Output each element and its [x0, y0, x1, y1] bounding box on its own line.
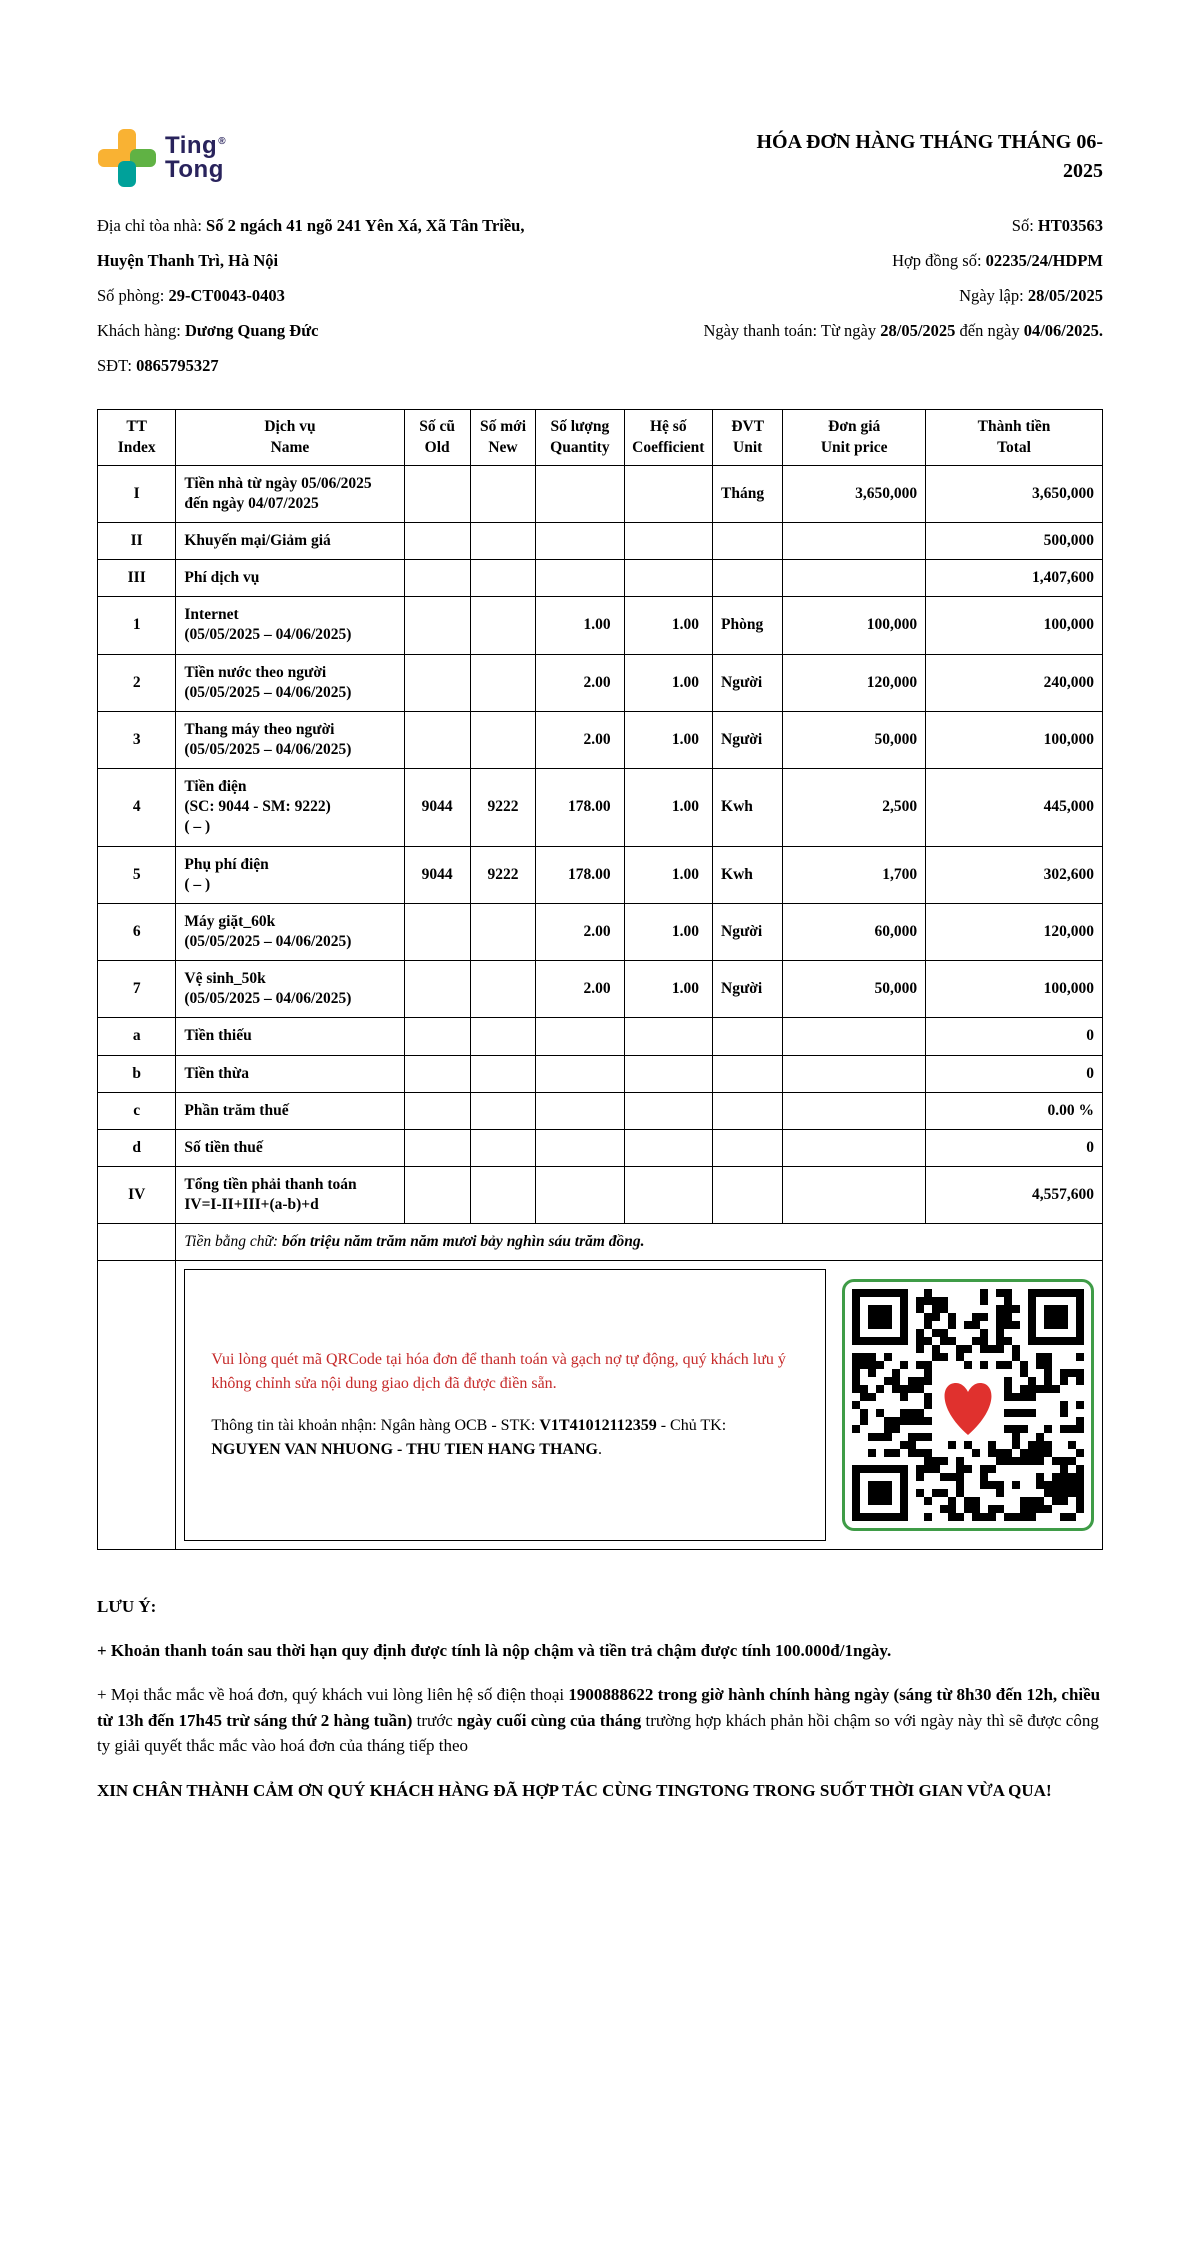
cell-tt: II [98, 523, 176, 560]
cell-unit [713, 1129, 783, 1166]
cell-old [404, 1129, 470, 1166]
cell-name: Tiền nhà từ ngày 05/06/2025 đến ngày 04/07/2025 [176, 465, 404, 522]
service-row [98, 465, 1103, 522]
qr-warning-text: Vui lòng quét mã QRCode tại hóa đơn để thanh toán và gạch nợ tự động, quý khách lưu ý không chỉnh sửa nội dung giao dịch đã được điền sẵn. [211, 1351, 786, 1393]
info-line: Hợp đồng số: 02235/24/HDPM [892, 251, 1103, 271]
qr-section-cell [176, 1261, 1103, 1550]
cell-price: 50,000 [783, 961, 926, 1018]
cell-total: 0 [926, 1129, 1103, 1166]
cell-price [783, 1055, 926, 1092]
empty-cell [98, 1224, 176, 1261]
cell-total: 3,650,000 [926, 465, 1103, 522]
cell-coef: 1.00 [624, 769, 712, 846]
cell-coef: 1.00 [624, 903, 712, 960]
service-row [98, 1055, 1103, 1092]
cell-unit [713, 1018, 783, 1055]
cell-qty [536, 1166, 624, 1223]
cell-new [470, 1092, 535, 1129]
cell-new [470, 1129, 535, 1166]
service-row [98, 769, 1103, 846]
cell-new [470, 465, 535, 522]
cell-coef: 1.00 [624, 597, 712, 654]
service-row [98, 1018, 1103, 1055]
service-row [98, 560, 1103, 597]
invoice-title: HÓA ĐƠN HÀNG THÁNG THÁNG 06-2025 [756, 131, 1103, 182]
cell-new [470, 523, 535, 560]
info-left [97, 214, 660, 389]
cell-coef: 1.00 [624, 961, 712, 1018]
qr-code-frame [842, 1279, 1094, 1531]
cell-name: Phụ phí điện ( – ) [176, 846, 404, 903]
cell-price: 100,000 [783, 597, 926, 654]
cell-tt: 5 [98, 846, 176, 903]
service-row [98, 1092, 1103, 1129]
qr-code [852, 1289, 1084, 1521]
info-line: Ngày thanh toán: Từ ngày 28/05/2025 đến ngày 04/06/2025. [703, 321, 1103, 341]
note-late-payment: + Khoản thanh toán sau thời hạn quy định được tính là nộp chậm và tiền trả chậm được tính 100.000đ/1ngày. [97, 1640, 892, 1660]
cell-name: Tiền thừa [176, 1055, 404, 1092]
cell-coef [624, 560, 712, 597]
column-header-qty: Số lượng Quantity [536, 410, 624, 465]
cell-coef [624, 1129, 712, 1166]
cell-qty [536, 1055, 624, 1092]
cell-old [404, 1055, 470, 1092]
cell-tt: 6 [98, 903, 176, 960]
cell-total: 500,000 [926, 523, 1103, 560]
account-info: Thông tin tài khoản nhận: Ngân hàng OCB - STK: V1T41012112359 - Chủ TK: NGUYEN VAN NHUONG - THU TIEN HANG THANG. [211, 1417, 727, 1459]
cell-name: Vệ sinh_50k (05/05/2025 – 04/06/2025) [176, 961, 404, 1018]
cell-total: 0 [926, 1055, 1103, 1092]
cell-price: 1,700 [783, 846, 926, 903]
cell-tt: d [98, 1129, 176, 1166]
cell-tt: c [98, 1092, 176, 1129]
cell-tt: a [98, 1018, 176, 1055]
column-header-unit: ĐVT Unit [713, 410, 783, 465]
cell-price [783, 523, 926, 560]
cell-unit: Tháng [713, 465, 783, 522]
cell-name: Số tiền thuế [176, 1129, 404, 1166]
service-row [98, 903, 1103, 960]
cell-new [470, 1018, 535, 1055]
column-header-name: Dịch vụ Name [176, 410, 404, 465]
cell-unit [713, 1055, 783, 1092]
cell-tt: III [98, 560, 176, 597]
cell-name: Tổng tiền phải thanh toán IV=I-II+III+(a-b)+d [176, 1166, 404, 1223]
empty-cell [98, 1261, 176, 1550]
cell-qty: 2.00 [536, 961, 624, 1018]
cell-old [404, 597, 470, 654]
cell-qty: 178.00 [536, 846, 624, 903]
cell-unit [713, 523, 783, 560]
cell-name: Thang máy theo người (05/05/2025 – 04/06/2025) [176, 711, 404, 768]
cell-coef: 1.00 [624, 711, 712, 768]
cell-coef: 1.00 [624, 846, 712, 903]
cell-name: Máy giặt_60k (05/05/2025 – 04/06/2025) [176, 903, 404, 960]
column-header-coef: Hệ số Coefficient [624, 410, 712, 465]
cell-old [404, 711, 470, 768]
cell-unit [713, 560, 783, 597]
cell-unit: Phòng [713, 597, 783, 654]
cell-coef [624, 1055, 712, 1092]
invoice-table-body [98, 465, 1103, 1224]
header [97, 128, 1103, 188]
cell-new: 9222 [470, 769, 535, 846]
cell-unit: Người [713, 711, 783, 768]
cell-qty [536, 523, 624, 560]
brand-name [165, 134, 226, 182]
cell-price [783, 1092, 926, 1129]
info-right [660, 214, 1103, 389]
amount-in-words-row [98, 1224, 1103, 1261]
cell-qty [536, 465, 624, 522]
service-row [98, 654, 1103, 711]
cell-qty [536, 1129, 624, 1166]
service-row [98, 1129, 1103, 1166]
cell-price: 50,000 [783, 711, 926, 768]
cell-total: 445,000 [926, 769, 1103, 846]
cell-old [404, 1166, 470, 1223]
cell-coef [624, 1092, 712, 1129]
column-header-tt: TT Index [98, 410, 176, 465]
cell-price: 120,000 [783, 654, 926, 711]
cell-old [404, 465, 470, 522]
cell-qty: 2.00 [536, 903, 624, 960]
tingtong-logo-icon [97, 128, 157, 188]
cell-coef [624, 523, 712, 560]
cell-new [470, 560, 535, 597]
cell-tt: I [98, 465, 176, 522]
cell-coef [624, 465, 712, 522]
amount-in-words: Tiền bằng chữ: bốn triệu năm trăm năm mươi bảy nghìn sáu trăm đồng. [176, 1224, 1103, 1261]
cell-old [404, 560, 470, 597]
info-line: Ngày lập: 28/05/2025 [959, 286, 1103, 306]
cell-unit: Kwh [713, 846, 783, 903]
cell-tt: 3 [98, 711, 176, 768]
cell-total: 240,000 [926, 654, 1103, 711]
cell-old [404, 1092, 470, 1129]
cell-new [470, 961, 535, 1018]
cell-coef [624, 1166, 712, 1223]
cell-tt: 7 [98, 961, 176, 1018]
note-contact: + Mọi thắc mắc về hoá đơn, quý khách vui lòng liên hệ số điện thoại 1900888622 trong giờ hành chính hàng ngày (sáng từ 8h30 đến 12h, chiều từ 13h đến 17h45 trừ sáng thứ 2 hàng tuần) trước ngày cuối cùng của tháng trường hợp khách phản hồi chậm so với ngày này thì sẽ được công ty giải quyết thắc mắc vào hoá đơn của tháng tiếp theo [97, 1685, 1101, 1756]
cell-tt: IV [98, 1166, 176, 1223]
cell-name: Phí dịch vụ [176, 560, 404, 597]
cell-total: 100,000 [926, 711, 1103, 768]
cell-tt: b [98, 1055, 176, 1092]
cell-qty [536, 1092, 624, 1129]
cell-new [470, 1055, 535, 1092]
cell-price [783, 1129, 926, 1166]
qr-code-area [842, 1269, 1094, 1541]
payment-note-box [184, 1269, 826, 1541]
column-header-total: Thành tiền Total [926, 410, 1103, 465]
invoice-table-header-row [98, 410, 1103, 465]
cell-unit [713, 1166, 783, 1223]
cell-name: Khuyến mại/Giảm giá [176, 523, 404, 560]
column-header-new: Số mới New [470, 410, 535, 465]
cell-price [783, 1018, 926, 1055]
cell-total: 302,600 [926, 846, 1103, 903]
cell-new [470, 903, 535, 960]
cell-name: Tiền thiếu [176, 1018, 404, 1055]
info-line: SĐT: 0865795327 [97, 356, 219, 376]
service-row [98, 597, 1103, 654]
cell-old: 9044 [404, 769, 470, 846]
notes-section [97, 1594, 1103, 1803]
info-line: Địa chỉ tòa nhà: Số 2 ngách 41 ngõ 241 Yên Xá, Xã Tân Triều, [97, 216, 525, 235]
invoice-page [97, 0, 1103, 1803]
cell-new [470, 711, 535, 768]
brand-word-ting: Ting® [165, 132, 227, 159]
cell-unit: Người [713, 903, 783, 960]
cell-total: 0.00 % [926, 1092, 1103, 1129]
cell-new: 9222 [470, 846, 535, 903]
tingtong-logo [97, 128, 226, 188]
cell-price: 60,000 [783, 903, 926, 960]
notes-heading: LƯU Ý: [97, 1597, 157, 1617]
cell-total: 120,000 [926, 903, 1103, 960]
column-header-price: Đơn giá Unit price [783, 410, 926, 465]
info-section [97, 214, 1103, 389]
column-header-old: Số cũ Old [404, 410, 470, 465]
cell-coef [624, 1018, 712, 1055]
cell-qty [536, 560, 624, 597]
qr-section-row [98, 1261, 1103, 1550]
cell-qty: 1.00 [536, 597, 624, 654]
cell-total: 0 [926, 1018, 1103, 1055]
cell-price [783, 560, 926, 597]
cell-tt: 1 [98, 597, 176, 654]
cell-price: 3,650,000 [783, 465, 926, 522]
cell-name: Tiền nước theo người (05/05/2025 – 04/06/2025) [176, 654, 404, 711]
cell-price [783, 1166, 926, 1223]
cell-total: 100,000 [926, 961, 1103, 1018]
cell-qty [536, 1018, 624, 1055]
cell-unit: Kwh [713, 769, 783, 846]
cell-old [404, 654, 470, 711]
cell-old [404, 523, 470, 560]
cell-name: Internet (05/05/2025 – 04/06/2025) [176, 597, 404, 654]
cell-tt: 2 [98, 654, 176, 711]
cell-qty: 178.00 [536, 769, 624, 846]
cell-qty: 2.00 [536, 654, 624, 711]
registered-mark: ® [218, 136, 227, 147]
cell-qty: 2.00 [536, 711, 624, 768]
cell-new [470, 654, 535, 711]
cell-old [404, 903, 470, 960]
cell-new [470, 597, 535, 654]
info-line: Số phòng: 29-CT0043-0403 [97, 286, 285, 306]
service-row [98, 846, 1103, 903]
service-row [98, 523, 1103, 560]
cell-old [404, 1018, 470, 1055]
cell-name: Tiền điện (SC: 9044 - SM: 9222) ( – ) [176, 769, 404, 846]
cell-price: 2,500 [783, 769, 926, 846]
cell-old [404, 961, 470, 1018]
cell-new [470, 1166, 535, 1223]
brand-word-tong: Tong [165, 156, 224, 183]
cell-total: 100,000 [926, 597, 1103, 654]
cell-old: 9044 [404, 846, 470, 903]
info-line: Số: HT03563 [1011, 216, 1103, 235]
note-thanks: XIN CHÂN THÀNH CẢM ƠN QUÝ KHÁCH HÀNG ĐÃ HỢP TÁC CÙNG TINGTONG TRONG SUỐT THỜI GIAN VỪA QUA! [97, 1780, 1052, 1800]
cell-unit [713, 1092, 783, 1129]
cell-coef: 1.00 [624, 654, 712, 711]
service-row [98, 1166, 1103, 1223]
cell-tt: 4 [98, 769, 176, 846]
cell-unit: Người [713, 654, 783, 711]
cell-total: 4,557,600 [926, 1166, 1103, 1223]
cell-unit: Người [713, 961, 783, 1018]
invoice-table [97, 409, 1103, 1550]
info-line: Khách hàng: Dương Quang Đức [97, 321, 319, 341]
logo-arm-bottom [118, 161, 136, 187]
cell-name: Phần trăm thuế [176, 1092, 404, 1129]
service-row [98, 711, 1103, 768]
service-row [98, 961, 1103, 1018]
info-line: Huyện Thanh Trì, Hà Nội [97, 251, 279, 271]
cell-total: 1,407,600 [926, 560, 1103, 597]
